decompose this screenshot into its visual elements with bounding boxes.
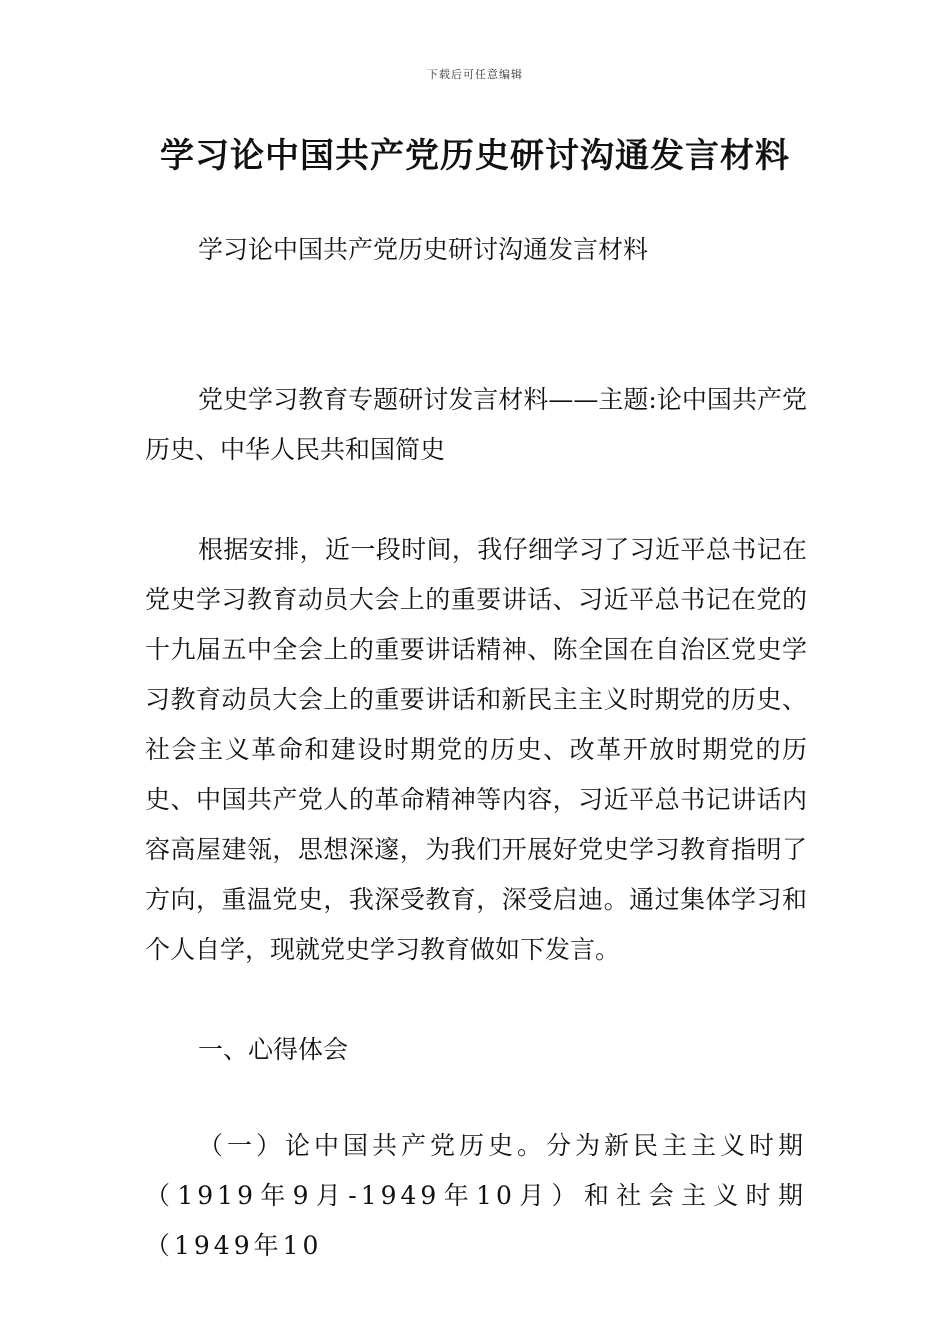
subtitle-paragraph: 学习论中国共产党历史研讨沟通发言材料 [198,235,649,264]
theme-paragraph: 党史学习教育专题研讨发言材料——主题:论中国共产党历史、中华人民共和国简史 [145,385,807,464]
body-paragraph: 根据安排，近一段时间，我仔细学习了习近平总书记在党史学习教育动员大会上的重要讲话、习近平总书记在党的十九届五中全会上的重要讲话精神、陈全国在自治区党史学习教育动员大会上的重要讲话和新民主主义时期党的历史、社会主义革命和建设时期党的历史、改革开放时期党的历史、中国共产党人的革命精神等内容，习近平总书记讲话内容高屋建瓴，思想深邃，为我们开展好党史学习教育指明了方向，重温党史，我深受教育，深受启迪。通过集体学习和个人自学，现就党史学习教育做如下发言。 [145,535,807,964]
section-heading: 一、心得体会 [198,1035,349,1064]
section-paragraph: （一）论中国共产党历史。分为新民主主义时期（1919年9月-1949年10月）和社会主义时期（1949年10 [145,1131,808,1260]
header-note: 下载后可任意编辑 [427,68,523,81]
document-title: 学习论中国共产党历史研讨沟通发言材料 [160,136,790,176]
